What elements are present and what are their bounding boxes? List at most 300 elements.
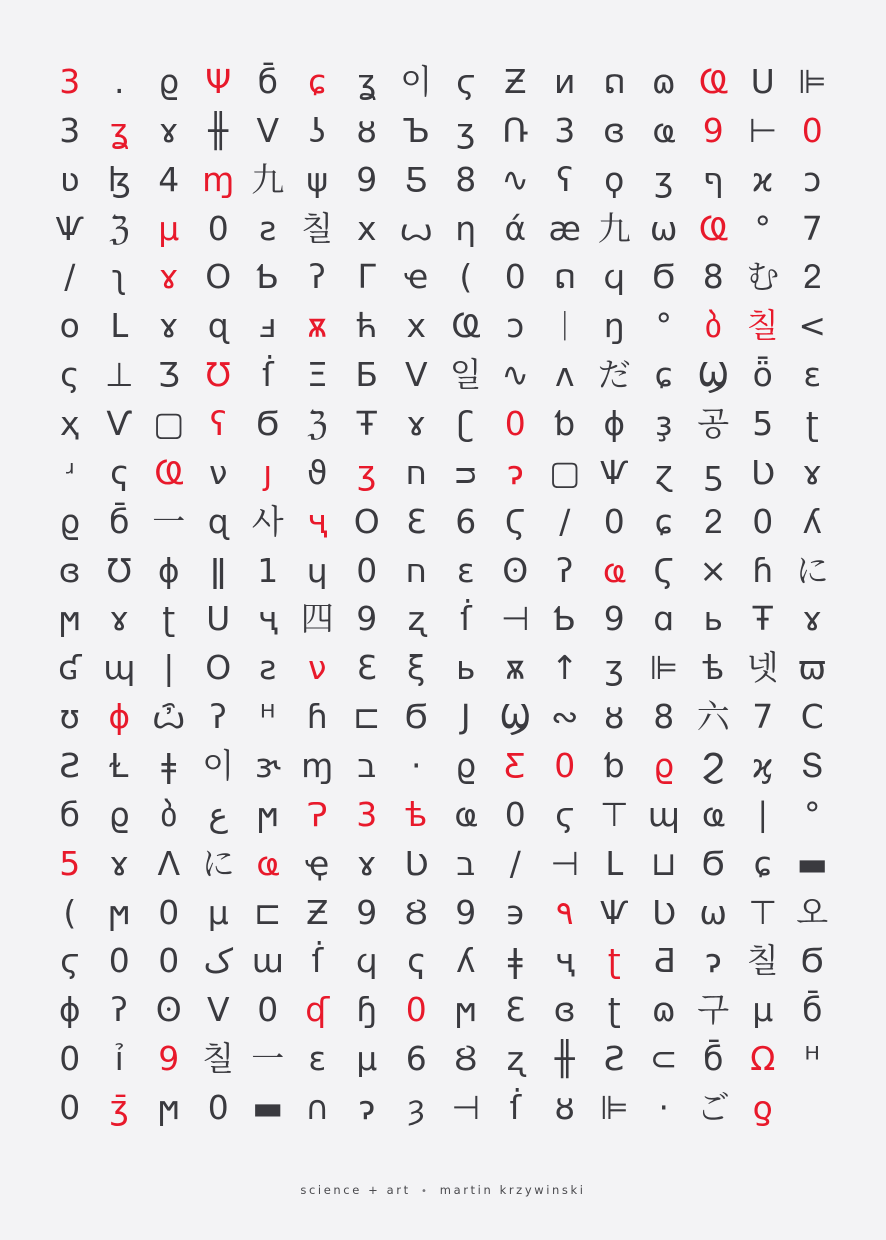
numeral-glyph: ɦ [752, 550, 774, 590]
numeral-glyph: ɯ [251, 941, 284, 981]
glyph-cell [342, 888, 392, 937]
numeral-glyph: ӕ [548, 208, 581, 248]
glyph-cell [342, 399, 392, 448]
numeral-glyph: ⊣ [451, 1087, 481, 1127]
glyph-cell [194, 888, 244, 937]
numeral-glyph: 0 [504, 794, 526, 834]
glyph-cell [144, 204, 194, 253]
numeral-glyph: ɤ [109, 843, 130, 883]
numeral-glyph: Ѵ [106, 403, 133, 443]
numeral-glyph: ʴ [64, 452, 75, 492]
glyph-cell [788, 1034, 838, 1083]
numeral-glyph: ҳ [59, 403, 80, 443]
numeral-glyph: ʒ [654, 159, 674, 199]
numeral-glyph: ⊤ [748, 892, 778, 932]
numeral-glyph: ȣ [554, 1087, 575, 1127]
numeral-glyph: Ϩ [701, 745, 725, 785]
glyph-cell [342, 839, 392, 888]
numeral-glyph: 8 [653, 697, 675, 737]
numeral-glyph: Ϭ [256, 403, 280, 443]
glyph-cell [540, 839, 590, 888]
numeral-glyph: ご [696, 1087, 730, 1127]
glyph-cell [144, 790, 194, 839]
glyph-cell [788, 204, 838, 253]
glyph-cell [590, 399, 640, 448]
numeral-glyph: ȷ [263, 452, 273, 492]
glyph-cell [194, 57, 244, 106]
glyph-cell [293, 839, 343, 888]
numeral-glyph: ѫ [505, 648, 526, 688]
numeral-glyph: Ѱ [55, 208, 84, 248]
numeral-glyph: 0 [405, 990, 427, 1030]
glyph-cell [293, 204, 343, 253]
glyph-cell [491, 692, 541, 741]
glyph-cell [590, 594, 640, 643]
glyph-cell [689, 594, 739, 643]
glyph-cell [441, 1034, 491, 1083]
numeral-glyph: ҩ [652, 110, 676, 150]
numeral-glyph: ǂ [161, 745, 177, 785]
numeral-glyph: ϱ [108, 794, 130, 834]
glyph-cell [293, 741, 343, 790]
glyph-cell [144, 546, 194, 595]
numeral-glyph: ° [754, 208, 771, 248]
glyph-cell [590, 1034, 640, 1083]
numeral-glyph: ϙ [604, 159, 625, 199]
glyph-cell [738, 399, 788, 448]
numeral-glyph: ( [459, 257, 473, 297]
numeral-glyph: 0 [801, 110, 823, 150]
numeral-glyph: ▬ [796, 843, 828, 883]
glyph-cell [788, 839, 838, 888]
numeral-glyph: o [59, 306, 80, 346]
numeral-glyph: Ϭ [652, 257, 676, 297]
glyph-cell [639, 106, 689, 155]
numeral-glyph: Ƶ [305, 892, 329, 932]
glyph-cell [293, 57, 343, 106]
glyph-cell [342, 594, 392, 643]
numeral-glyph: ⊥ [104, 355, 134, 395]
numeral-glyph: ʘ [155, 990, 182, 1030]
numeral-glyph: ɰ [103, 648, 136, 688]
glyph-cell [639, 155, 689, 204]
numeral-glyph: ב [357, 745, 377, 785]
glyph-cell [45, 350, 95, 399]
numeral-glyph: μ [207, 892, 229, 932]
glyph-cell [144, 399, 194, 448]
glyph-cell [293, 546, 343, 595]
numeral-glyph: ӡ̄ [109, 1087, 129, 1127]
glyph-cell [293, 985, 343, 1034]
glyph-cell [243, 106, 293, 155]
numeral-glyph: ϶ [505, 892, 526, 932]
glyph-cell [689, 692, 739, 741]
numeral-glyph: Γ [357, 257, 376, 297]
glyph-cell [342, 448, 392, 497]
glyph-cell [441, 594, 491, 643]
glyph-cell [342, 204, 392, 253]
numeral-glyph: だ [597, 355, 631, 395]
numeral-glyph: Ʊ [106, 550, 132, 590]
numeral-glyph: Ӡ [157, 355, 180, 395]
glyph-cell [144, 350, 194, 399]
glyph-cell [144, 106, 194, 155]
glyph-cell [194, 399, 244, 448]
glyph-cell [342, 155, 392, 204]
numeral-glyph: ά [504, 208, 527, 248]
glyph-cell [639, 839, 689, 888]
glyph-cell [342, 936, 392, 985]
numeral-glyph: ⊂ [649, 1039, 678, 1079]
numeral-glyph: 7 [801, 208, 823, 248]
glyph-cell [639, 888, 689, 937]
glyph-cell [95, 594, 145, 643]
glyph-cell [540, 448, 590, 497]
numeral-glyph: ▢ [153, 403, 185, 443]
glyph-cell [590, 692, 640, 741]
numeral-glyph: 九 [597, 208, 631, 248]
glyph-cell [590, 301, 640, 350]
glyph-cell [293, 888, 343, 937]
numeral-glyph: ϻ [257, 794, 279, 834]
numeral-glyph: ψ [306, 159, 329, 199]
glyph-cell [788, 106, 838, 155]
glyph-cell [392, 350, 442, 399]
glyph-cell [194, 155, 244, 204]
glyph-cell [689, 497, 739, 546]
glyph-cell [639, 643, 689, 692]
glyph-cell [194, 594, 244, 643]
numeral-glyph: 칠 [746, 941, 779, 981]
numeral-glyph: ҩ [256, 843, 280, 883]
numeral-glyph: ⊏ [352, 697, 381, 737]
numeral-glyph: Լ [110, 306, 129, 346]
numeral-glyph: Ɛ [406, 501, 427, 541]
glyph-cell [45, 301, 95, 350]
numeral-glyph: ⊏ [253, 892, 282, 932]
numeral-glyph: 9 [356, 159, 378, 199]
glyph-cell [540, 546, 590, 595]
numeral-glyph: ҷ [555, 941, 575, 981]
glyph-cell [738, 692, 788, 741]
glyph-cell [194, 643, 244, 692]
glyph-cell [590, 204, 640, 253]
glyph-cell [788, 399, 838, 448]
numeral-glyph: 8 [702, 257, 724, 297]
numeral-glyph: б̄ [802, 990, 823, 1030]
glyph-cell [689, 350, 739, 399]
numeral-glyph: и [554, 61, 576, 101]
glyph-cell [540, 594, 590, 643]
numeral-glyph: ѫ [307, 306, 328, 346]
numeral-glyph: ӡ [456, 110, 476, 150]
glyph-cell [342, 546, 392, 595]
numeral-glyph: ʈ [607, 941, 621, 981]
glyph-cell [738, 888, 788, 937]
numeral-glyph: Ƨ [603, 1039, 625, 1079]
glyph-cell [194, 497, 244, 546]
glyph-cell [342, 350, 392, 399]
numeral-glyph: ▢ [549, 452, 581, 492]
glyph-cell [738, 790, 788, 839]
numeral-glyph: ƅ [603, 745, 625, 785]
glyph-cell [243, 497, 293, 546]
glyph-cell [45, 839, 95, 888]
numeral-glyph: ẛ [509, 1087, 522, 1127]
numeral-glyph: ʐ [506, 1039, 524, 1079]
numeral-glyph: Ҩ [154, 452, 184, 492]
glyph-grid [45, 57, 837, 1132]
numeral-glyph: ҁ [110, 452, 129, 492]
glyph-cell [491, 252, 541, 301]
numeral-glyph: ɔ [803, 159, 822, 199]
numeral-glyph: Ʋ [750, 452, 775, 492]
numeral-glyph: ʌ [554, 355, 575, 395]
glyph-cell [392, 643, 442, 692]
glyph-cell [590, 985, 640, 1034]
glyph-cell [639, 57, 689, 106]
footer-text-right: martin krzywinski [439, 1183, 586, 1197]
glyph-cell [788, 350, 838, 399]
glyph-cell [540, 204, 590, 253]
numeral-glyph: ȫ [752, 355, 773, 395]
numeral-glyph: ბ [160, 794, 178, 834]
numeral-glyph: ɷ [651, 990, 676, 1030]
glyph-cell [243, 57, 293, 106]
numeral-glyph: ɰ [647, 794, 680, 834]
glyph-cell [293, 448, 343, 497]
numeral-glyph: ۹ [555, 892, 574, 932]
numeral-glyph: ∿ [501, 159, 530, 199]
numeral-glyph: Ʋ [651, 892, 676, 932]
numeral-glyph: ɤ [356, 843, 377, 883]
numeral-glyph: 0 [158, 941, 180, 981]
glyph-cell [342, 252, 392, 301]
glyph-cell [689, 106, 739, 155]
glyph-cell [144, 301, 194, 350]
numeral-glyph: 오 [796, 892, 829, 932]
glyph-cell [243, 204, 293, 253]
glyph-cell [590, 888, 640, 937]
numeral-glyph: 9 [356, 599, 378, 639]
glyph-cell [194, 106, 244, 155]
numeral-glyph: ʗ [457, 403, 475, 443]
numeral-glyph: x [406, 306, 427, 346]
glyph-cell [95, 790, 145, 839]
glyph-cell [95, 57, 145, 106]
numeral-glyph: ʓ [357, 61, 377, 101]
glyph-cell [639, 594, 689, 643]
numeral-glyph: / [559, 501, 571, 541]
numeral-glyph: 0 [752, 501, 774, 541]
numeral-glyph: ϰ [751, 159, 774, 199]
glyph-cell [392, 301, 442, 350]
glyph-cell [540, 155, 590, 204]
glyph-cell [590, 448, 640, 497]
glyph-cell [293, 594, 343, 643]
glyph-cell [194, 301, 244, 350]
numeral-glyph: ɧ [356, 990, 378, 1030]
numeral-glyph: ດ [553, 257, 576, 297]
numeral-glyph: ɝ [254, 745, 281, 785]
numeral-glyph: ϛ [456, 61, 476, 101]
glyph-cell [392, 790, 442, 839]
glyph-cell [689, 1083, 739, 1132]
numeral-glyph: ɤ [802, 452, 823, 492]
numeral-glyph: ɀ [655, 452, 673, 492]
numeral-glyph: ϱ [158, 61, 180, 101]
glyph-cell [243, 252, 293, 301]
glyph-cell [95, 350, 145, 399]
numeral-glyph: ỉ [114, 1039, 124, 1079]
numeral-glyph: ℨ [109, 208, 130, 248]
numeral-glyph: ẛ [311, 941, 324, 981]
numeral-glyph: 이 [400, 61, 433, 101]
numeral-glyph: ʔ [556, 550, 574, 590]
glyph-cell [293, 790, 343, 839]
numeral-glyph: Ω [750, 1039, 776, 1079]
numeral-glyph: Ƽ [405, 159, 428, 199]
numeral-glyph: ҩ [701, 794, 725, 834]
numeral-glyph: 九 [251, 159, 285, 199]
glyph-cell [342, 643, 392, 692]
numeral-glyph: Ϛ [653, 550, 675, 590]
glyph-cell [639, 399, 689, 448]
glyph-cell [144, 57, 194, 106]
numeral-glyph: U [206, 599, 231, 639]
glyph-cell [243, 643, 293, 692]
glyph-cell [45, 497, 95, 546]
glyph-cell [540, 252, 590, 301]
glyph-cell [689, 741, 739, 790]
numeral-glyph: ϕ [603, 403, 626, 443]
numeral-glyph: Ҩ [698, 208, 728, 248]
numeral-glyph: ∿ [501, 355, 530, 395]
numeral-glyph: Ξ [306, 355, 328, 395]
numeral-glyph: μ [158, 208, 180, 248]
numeral-glyph: ƅ [554, 403, 576, 443]
numeral-glyph: Ɛ [356, 648, 377, 688]
glyph-cell [738, 1034, 788, 1083]
glyph-cell [491, 399, 541, 448]
glyph-cell [441, 692, 491, 741]
numeral-glyph: 0 [504, 403, 526, 443]
numeral-glyph: Ψ [205, 61, 232, 101]
numeral-glyph: ʈ [805, 403, 819, 443]
glyph-cell [639, 936, 689, 985]
glyph-cell [540, 936, 590, 985]
glyph-cell [392, 204, 442, 253]
glyph-cell [45, 204, 95, 253]
numeral-glyph: Ɂ [307, 794, 328, 834]
glyph-cell [491, 204, 541, 253]
glyph-cell [639, 301, 689, 350]
numeral-glyph: ҿ [305, 843, 330, 883]
numeral-glyph: 0 [603, 501, 625, 541]
glyph-cell [342, 1034, 392, 1083]
glyph-cell [95, 1083, 145, 1132]
numeral-glyph: 칠 [746, 306, 779, 346]
glyph-cell [293, 252, 343, 301]
numeral-glyph: Ŧ [752, 599, 773, 639]
glyph-cell [144, 985, 194, 1034]
glyph-cell [342, 106, 392, 155]
glyph-cell [95, 301, 145, 350]
glyph-cell [738, 985, 788, 1034]
glyph-cell [144, 936, 194, 985]
glyph-cell [293, 692, 343, 741]
glyph-cell [45, 155, 95, 204]
numeral-glyph: Ѱ [600, 452, 629, 492]
glyph-cell [293, 643, 343, 692]
numeral-glyph: 6 [405, 1039, 427, 1079]
numeral-glyph: ⊫ [599, 1087, 629, 1127]
glyph-cell [441, 790, 491, 839]
glyph-cell [689, 301, 739, 350]
numeral-glyph: ǁ [210, 550, 227, 590]
numeral-glyph: ϖ [798, 648, 827, 688]
glyph-cell [788, 985, 838, 1034]
numeral-glyph: ɛ [803, 355, 822, 395]
numeral-glyph: 0 [356, 550, 378, 590]
glyph-cell [441, 839, 491, 888]
glyph-cell [243, 741, 293, 790]
glyph-cell [590, 741, 640, 790]
glyph-cell [788, 546, 838, 595]
glyph-cell [689, 888, 739, 937]
numeral-glyph: O [205, 648, 232, 688]
glyph-cell [243, 399, 293, 448]
glyph-cell [788, 643, 838, 692]
numeral-glyph: 9 [356, 892, 378, 932]
numeral-glyph: Լ [605, 843, 624, 883]
numeral-glyph: ε [456, 550, 475, 590]
glyph-cell [45, 741, 95, 790]
numeral-glyph: C [800, 697, 824, 737]
numeral-glyph: ѣ [702, 648, 725, 688]
numeral-glyph: ɔ [506, 306, 525, 346]
numeral-glyph: 4 [158, 159, 180, 199]
numeral-glyph: ω [699, 892, 728, 932]
numeral-glyph: ɞ [553, 990, 576, 1030]
numeral-glyph: 四 [300, 599, 334, 639]
numeral-glyph: Ϭ [800, 941, 824, 981]
glyph-cell [788, 497, 838, 546]
glyph-cell [293, 301, 343, 350]
numeral-glyph: 넷 [746, 648, 779, 688]
glyph-cell [590, 252, 640, 301]
glyph-cell [540, 985, 590, 1034]
glyph-cell [540, 106, 590, 155]
numeral-glyph: · [411, 745, 422, 785]
glyph-cell [342, 692, 392, 741]
glyph-cell [639, 741, 689, 790]
glyph-cell [491, 301, 541, 350]
numeral-glyph: ╫ [554, 1039, 575, 1079]
glyph-cell [441, 1083, 491, 1132]
numeral-glyph: ɷ [651, 61, 676, 101]
glyph-cell [441, 252, 491, 301]
numeral-glyph: Ʋ [404, 843, 429, 883]
glyph-cell [392, 497, 442, 546]
glyph-cell [540, 1083, 590, 1132]
numeral-glyph: ʘ [502, 550, 529, 590]
numeral-glyph: ᛁ [554, 306, 575, 346]
numeral-glyph: ƍ [752, 1087, 773, 1127]
numeral-glyph: ᒿ [802, 257, 822, 297]
glyph-cell [95, 106, 145, 155]
numeral-glyph: U [750, 61, 775, 101]
